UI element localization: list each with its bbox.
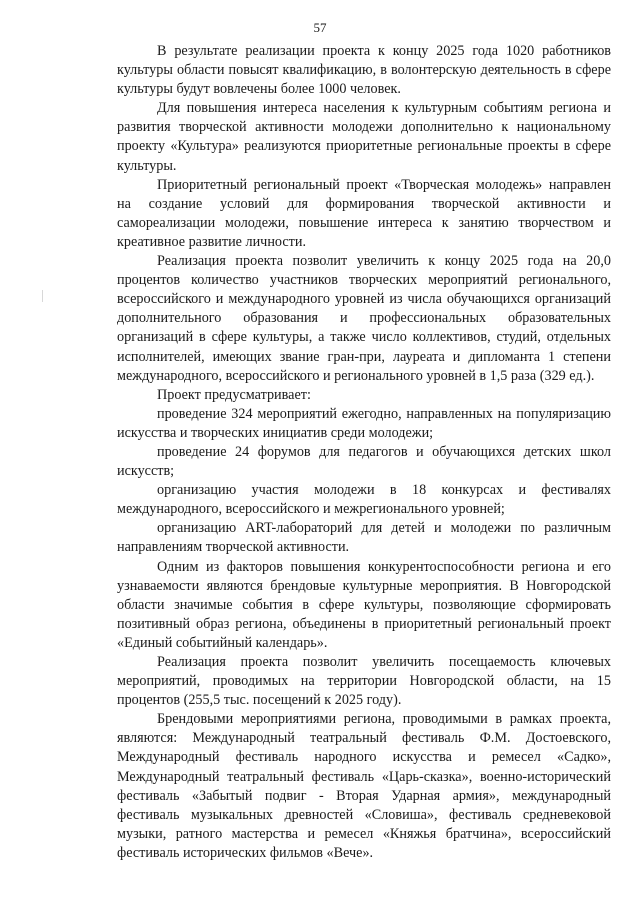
paragraph-6: проведение 324 мероприятий ежегодно, направленных на популяризацию искусства и творческих инициатив среди молодежи; [117, 405, 611, 441]
paragraph-8: организацию участия молодежи в 18 конкурсах и фестивалях международного, всероссийского и межрегионального уровней; [117, 482, 611, 518]
scan-mark [42, 290, 43, 302]
page-number: 57 [313, 20, 327, 35]
body-text [117, 42, 611, 863]
paragraph-4: Реализация проекта позволит увеличить к концу 2025 года на 20,0 процентов количество участников творческих мероприятий регионального, всероссийского и международного уровней из числа обучающихся организаций дополнительного образования и профессиональных образовательных организаций в сфере культуры, а также число коллективов, студий, отдельных исполнителей, имеющих звание гран-при, лауреата и дипломанта 1 степени международного, всероссийского и регионального уровней в 1,5 раза (329 ед.). [117, 253, 611, 384]
paragraph-3: Приоритетный региональный проект «Творческая молодежь» направлен на создание условий для формирования творческой активности и самореализации молодежи, повышение интереса к занятию творчеством и креативное развитие личности. [117, 176, 611, 250]
paragraph-10: Одним из факторов повышения конкурентоспособности региона и его узнаваемости являются брендовые культурные мероприятия. В Новгородской области значимые события в сфере культуры, позволяющие сформировать позитивный образ региона, объединены в приоритетный региональный проект «Единый событийный календарь». [117, 558, 611, 651]
paragraph-2: Для повышения интереса населения к культурным событиям региона и развития творческой активности молодежи дополнительно к национальному проекту «Культура» реализуются приоритетные региональные проекты в сфере культуры. [117, 100, 611, 174]
paragraph-7: проведение 24 форумов для педагогов и обучающихся детских школ искусств; [117, 443, 611, 480]
paragraph-1: В результате реализации проекта к концу 2025 года 1020 работников культуры области повысят квалификацию, в волонтерскую деятельность в сфере культуры будут вовлечены более 1000 человек. [117, 43, 611, 98]
paragraph-11: Реализация проекта позволит увеличить посещаемость ключевых мероприятий, проводимых на территории Новгородской области, на 15 процентов (255,5 тыс. посещений к 2025 году). [117, 654, 611, 709]
paragraph-12: Брендовыми мероприятиями региона, проводимыми в рамках проекта, являются: Международный театральный фестиваль Ф.М. Достоевского, Международный фестиваль народного искусства и ремесел «Садко», Международный театральный фестиваль «Царь-сказка», военно-исторический фестиваль «Забытый подвиг - Вторая Ударная армия», международный фестиваль музыкальных древностей «Словиша», фестиваль средневековой музыки, ратного мастерства и ремесел «Княжья братчина», всероссийский фестиваль исторических фильмов «Вече». [117, 711, 611, 861]
paragraph-9: организацию ART-лабораторий для детей и молодежи по различным направлениям творческой активности. [117, 520, 611, 556]
paragraph-5: Проект предусматривает: [157, 386, 311, 403]
